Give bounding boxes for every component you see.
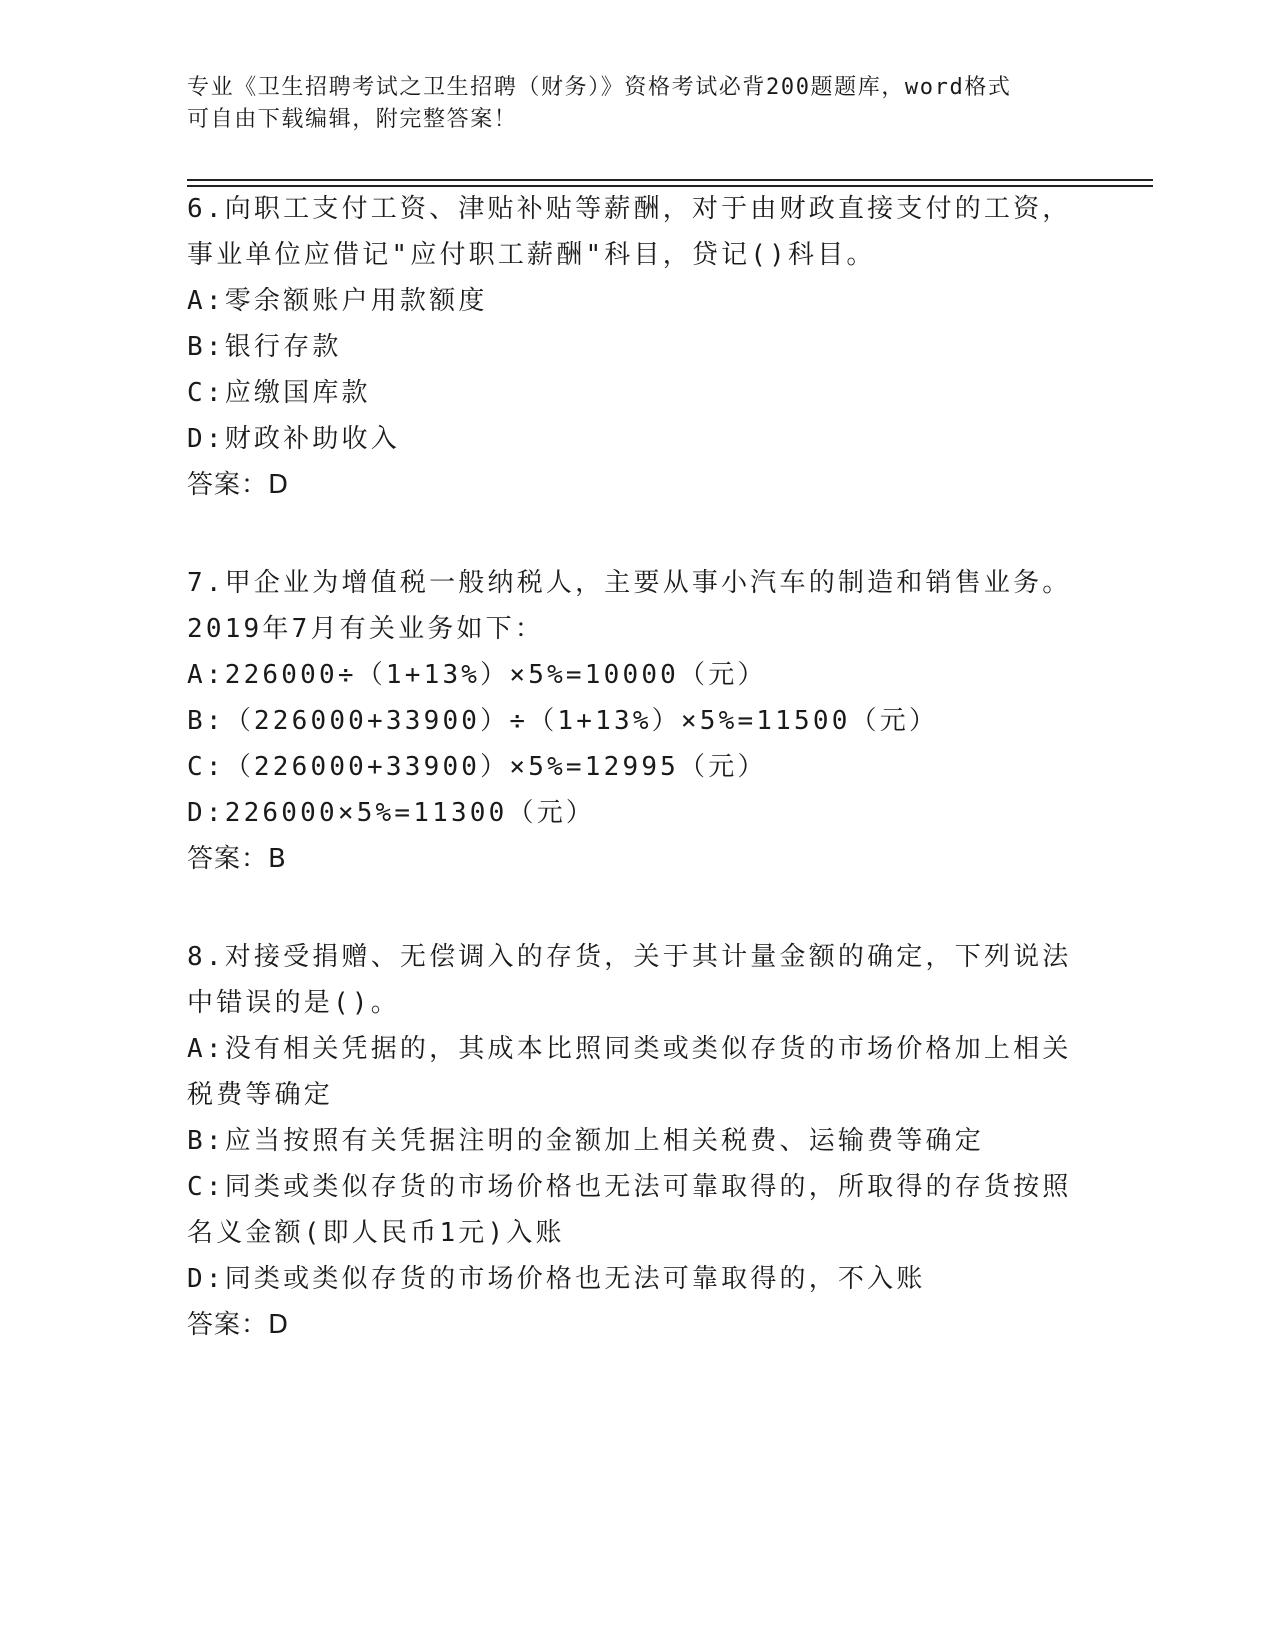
question-block <box>187 560 1087 882</box>
answer-option <box>187 416 1087 462</box>
option-letter: B: <box>187 706 225 736</box>
option-text-line: （226000+33900）÷（1+13%）×5%=11500（元） <box>224 706 939 736</box>
option-text-line: 税费等确定 <box>187 1080 334 1110</box>
option-text-line: 财政补助收入 <box>224 424 400 454</box>
header-line-2: 可自由下载编辑，附完整答案！ <box>187 107 518 132</box>
answer-option <box>187 652 1087 698</box>
question-list <box>187 186 1087 1400</box>
option-text <box>225 1256 926 1302</box>
option-letter: B: <box>187 1126 225 1156</box>
answer-option <box>187 698 1087 744</box>
option-letter: C: <box>187 378 225 408</box>
option-text <box>225 698 938 744</box>
option-text-line: 零余额账户用款额度 <box>224 286 488 316</box>
question-text: 2019年7月有关业务如下： <box>187 614 545 644</box>
option-text-line: 同类或类似存货的市场价格也无法可靠取得的，所取得的存货按照 <box>224 1172 1072 1202</box>
option-text-line: 同类或类似存货的市场价格也无法可靠取得的，不入账 <box>224 1264 926 1294</box>
header-line-1: 专业《卫生招聘考试之卫生招聘（财务）》资格考试必背200题题库，word格式 <box>187 75 1012 100</box>
question-block <box>187 186 1087 508</box>
answer-option <box>187 1164 1087 1256</box>
question-text: 6.向职工支付工资、津贴补贴等薪酬，对于由财政直接支付的工资， <box>187 194 1072 224</box>
option-letter: A: <box>187 1034 225 1064</box>
option-letter: B: <box>187 332 225 362</box>
option-text <box>187 1034 1087 1118</box>
option-text <box>225 652 767 698</box>
answer-option <box>187 278 1087 324</box>
answer-option <box>187 1256 1087 1302</box>
option-text <box>225 1118 984 1164</box>
question-text: 中错误的是()。 <box>187 988 400 1018</box>
option-text <box>225 416 400 462</box>
answer-option <box>187 1026 1087 1118</box>
question-block <box>187 934 1087 1348</box>
option-text-line: 应缴国库款 <box>224 378 371 408</box>
answer-option <box>187 744 1087 790</box>
option-letter: D: <box>187 798 225 828</box>
answer-option <box>187 1118 1087 1164</box>
header-divider-top <box>187 179 1153 181</box>
option-letter: D: <box>187 424 225 454</box>
option-text <box>225 370 371 416</box>
option-letter: C: <box>187 752 225 782</box>
option-text <box>187 1172 1087 1256</box>
answer-key: 答案：D <box>187 470 290 500</box>
option-letter: C: <box>187 1172 225 1202</box>
answer-option <box>187 324 1087 370</box>
option-text <box>225 278 488 324</box>
option-text-line: 226000×5%=11300（元） <box>224 798 596 828</box>
answer-option <box>187 370 1087 416</box>
option-text-line: （226000+33900）×5%=12995（元） <box>224 752 767 782</box>
option-letter: A: <box>187 660 225 690</box>
option-text-line: 名义金额(即人民币1元)入账 <box>187 1218 565 1248</box>
question-text: 8.对接受捐赠、无偿调入的存货，关于其计量金额的确定，下列说法 <box>187 942 1072 972</box>
option-text <box>225 790 595 836</box>
question-text: 7.甲企业为增值税一般纳税人，主要从事小汽车的制造和销售业务。 <box>187 568 1072 598</box>
answer-key: 答案：D <box>187 1310 290 1340</box>
answer-option <box>187 790 1087 836</box>
question-text: 事业单位应借记"应付职工薪酬"科目，贷记()科目。 <box>187 240 876 270</box>
option-text <box>225 744 767 790</box>
option-text-line: 应当按照有关凭据注明的金额加上相关税费、运输费等确定 <box>224 1126 984 1156</box>
option-text <box>225 324 342 370</box>
document-header <box>187 72 1087 136</box>
option-text-line: 没有相关凭据的，其成本比照同类或类似存货的市场价格加上相关 <box>224 1034 1072 1064</box>
answer-key: 答案：B <box>187 844 287 874</box>
option-text-line: 银行存款 <box>224 332 342 362</box>
option-letter: A: <box>187 286 225 316</box>
option-letter: D: <box>187 1264 225 1294</box>
option-text-line: 226000÷（1+13%）×5%=10000（元） <box>224 660 767 690</box>
